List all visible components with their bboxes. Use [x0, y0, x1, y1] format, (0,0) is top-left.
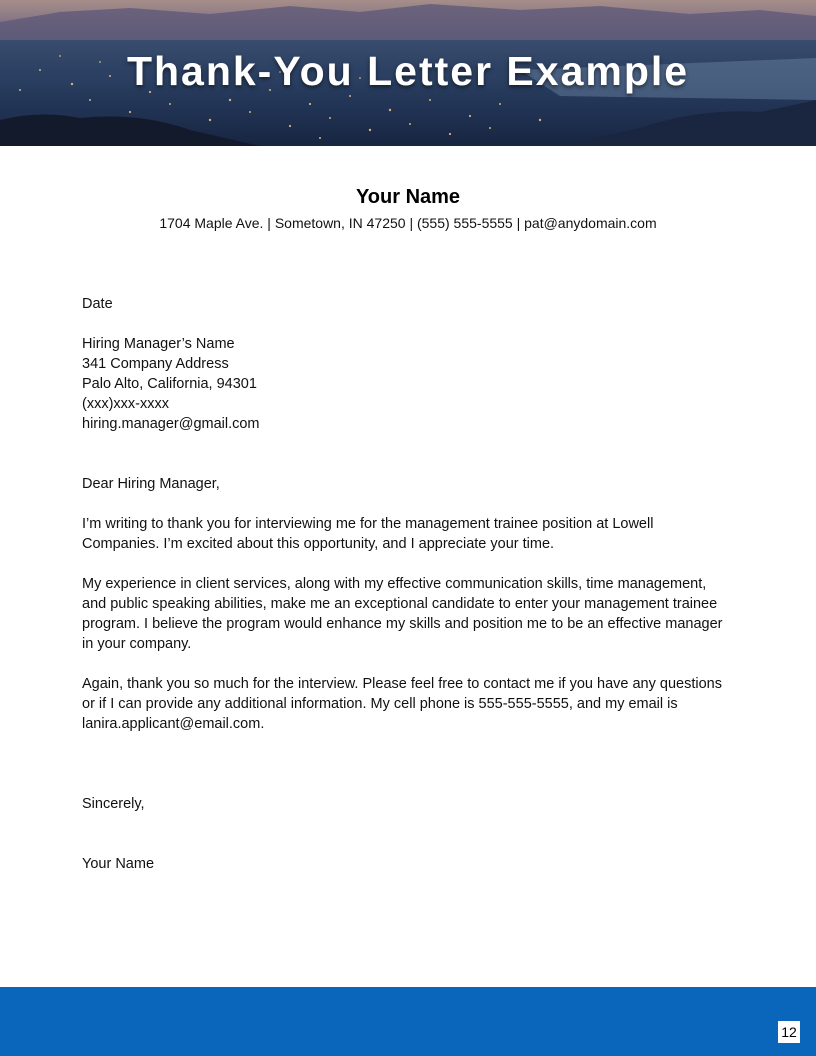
letter-date: Date — [82, 296, 113, 312]
salutation: Dear Hiring Manager, — [82, 476, 220, 492]
paragraph-1: I’m writing to thank you for interviewing me for the management trainee position at Lowell Companies. I’m excited about this opportunity, and I appreciate your time. — [82, 516, 654, 552]
recipient-name: Hiring Manager’s Name — [82, 336, 235, 352]
recipient-street: 341 Company Address — [82, 356, 229, 372]
sender-contact-line: 1704 Maple Ave. | Sometown, IN 47250 | (555) 555-5555 | pat@anydomain.com — [159, 215, 657, 231]
paragraph-2: My experience in client services, along with my effective communication skills, time management, and public speaking abilities, make me an exceptional candidate to enter your management trainee program. I believe the program would enhance my skills and position me to be an effective manager in your company. — [82, 576, 723, 652]
page-number: 12 — [778, 1021, 800, 1043]
header-banner — [0, 0, 816, 146]
page-title: Thank-You Letter Example — [126, 48, 690, 94]
recipient-address-block — [82, 334, 742, 434]
sender-name: Your Name — [355, 186, 461, 208]
recipient-email: hiring.manager@gmail.com — [82, 416, 260, 432]
recipient-city: Palo Alto, California, 94301 — [82, 376, 257, 392]
closing: Sincerely, — [82, 796, 145, 812]
recipient-phone: (xxx)xxx-xxxx — [82, 396, 169, 412]
signature-name: Your Name — [82, 856, 155, 872]
paragraph-3: Again, thank you so much for the interview. Please feel free to contact me if you have any questions or if I can provide any additional information. My cell phone is 555-555-5555, and my email is lanira.applicant@email.com. — [82, 676, 722, 732]
footer-bar — [0, 987, 816, 1056]
